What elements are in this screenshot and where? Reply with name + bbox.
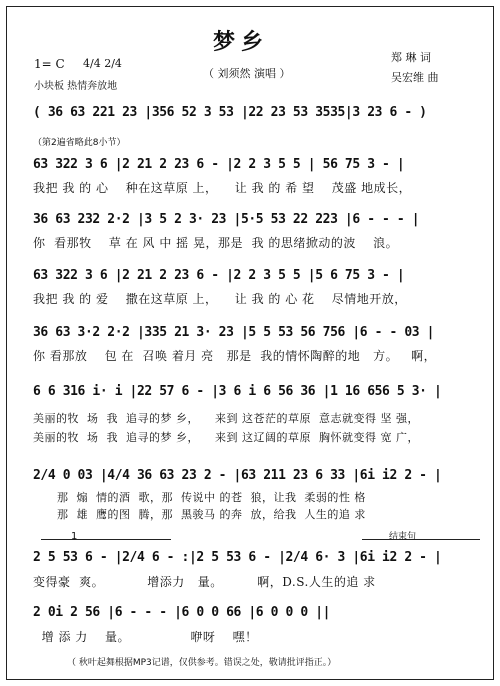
tempo-marking: 小块板 热情奔放地	[34, 81, 118, 92]
footer-note: （ 秋叶起舞根据MP3记谱，仅供参考。错误之处，敬请批评指正。）	[67, 658, 337, 668]
line-2-lyrics: 你 看那牧 草 在 风 中 摇 晃，那是 我 的思绪掀动的波 浪。	[33, 236, 399, 250]
line-7-notes: 2 5 53 6 - |2/4 6 - :|2 5 53 6 - |2/4 6· 3 |6i i2 2 - |	[33, 550, 442, 565]
first-ending-number: 1	[71, 531, 78, 542]
line-1-lyrics: 我把 我 的 心 种在这草原 上， 让 我 的 希 望 茂盛 地成长，	[33, 181, 412, 195]
performer: （ 刘须然 演唱 ）	[203, 67, 291, 80]
time-signature: 4/4 2/4	[83, 57, 122, 70]
line-5-notes: 6 6 316 i· i |22 57 6 - |3 6 i 6 56 36 |1 16 656 5 3· |	[33, 384, 442, 399]
line-8-notes: 2 0i 2 56 |6 - - - |6 0 0 66 |6 0 0 0 ||	[33, 605, 331, 620]
line-5-lyrics-a: 美丽的牧 场 我 追寻的梦 乡， 来到 这苍茫的草原 意志就变得 坚 强，	[33, 412, 419, 425]
line-1-notes: 63 322 3 6 |2 21 2 23 6 - |2 2 3 5 5 | 56 75 3 - |	[33, 157, 405, 172]
line-8-lyrics: 增 添 力 量。 咿呀 嘿！	[33, 630, 258, 644]
line-2-notes: 36 63 232 2·2 |3 5 2 3· 23 |5·5 53 22 223 |6 - - - |	[33, 212, 420, 227]
ending-bracket	[362, 539, 480, 540]
intro-note: （第2遍省略此8小节）	[33, 138, 126, 148]
line-7-lyrics: 变得豪 爽。 增添力 量。 啊，D.S.人生的追 求	[33, 575, 376, 589]
line-4-notes: 36 63 3·2 2·2 |335 21 3· 23 |5 5 53 56 756 |6 - - 03 |	[33, 325, 435, 340]
page-title: 梦乡	[213, 29, 270, 55]
line-3-lyrics: 我把 我 的 爱 撒在这草原 上， 让 我 的 心 花 尽情地开放，	[33, 292, 407, 306]
intro-notes: ( 36 63 221 23 |356 52 3 53 |22 23 53 3535|3 23 6 - )	[33, 105, 427, 120]
line-6-lyrics-a: 那 煽 情的酒 歌，那 传说中 的苍 狼，让我 柔弱的性 格	[33, 491, 366, 504]
lyricist: 郑 琳 词	[391, 51, 431, 64]
score-sheet	[6, 6, 494, 680]
line-3-notes: 63 322 3 6 |2 21 2 23 6 - |2 2 3 5 5 |5 6 75 3 - |	[33, 268, 405, 283]
composer: 吴宏维 曲	[391, 71, 439, 84]
line-5-lyrics-b: 美丽的牧 场 我 追寻的梦 乡， 来到 这辽阔的草原 胸怀就变得 宽 广，	[33, 431, 419, 444]
line-6-lyrics-b: 那 雄 鹰的图 腾，那 黑骏马 的奔 放，给我 人生的追 求	[33, 508, 366, 521]
line-4-lyrics: 你 看那放 包 在 召唤 着月 亮 那是 我的情怀陶醉的地 方。 啊，	[33, 349, 437, 363]
ending-label: 结束句	[389, 532, 417, 542]
line-6-notes: 2/4 0 03 |4/4 36 63 23 2 - |63 211 23 6 33 |6i i2 2 - |	[33, 468, 442, 483]
first-ending-bracket	[41, 539, 171, 540]
key-signature: 1= C	[34, 57, 65, 71]
